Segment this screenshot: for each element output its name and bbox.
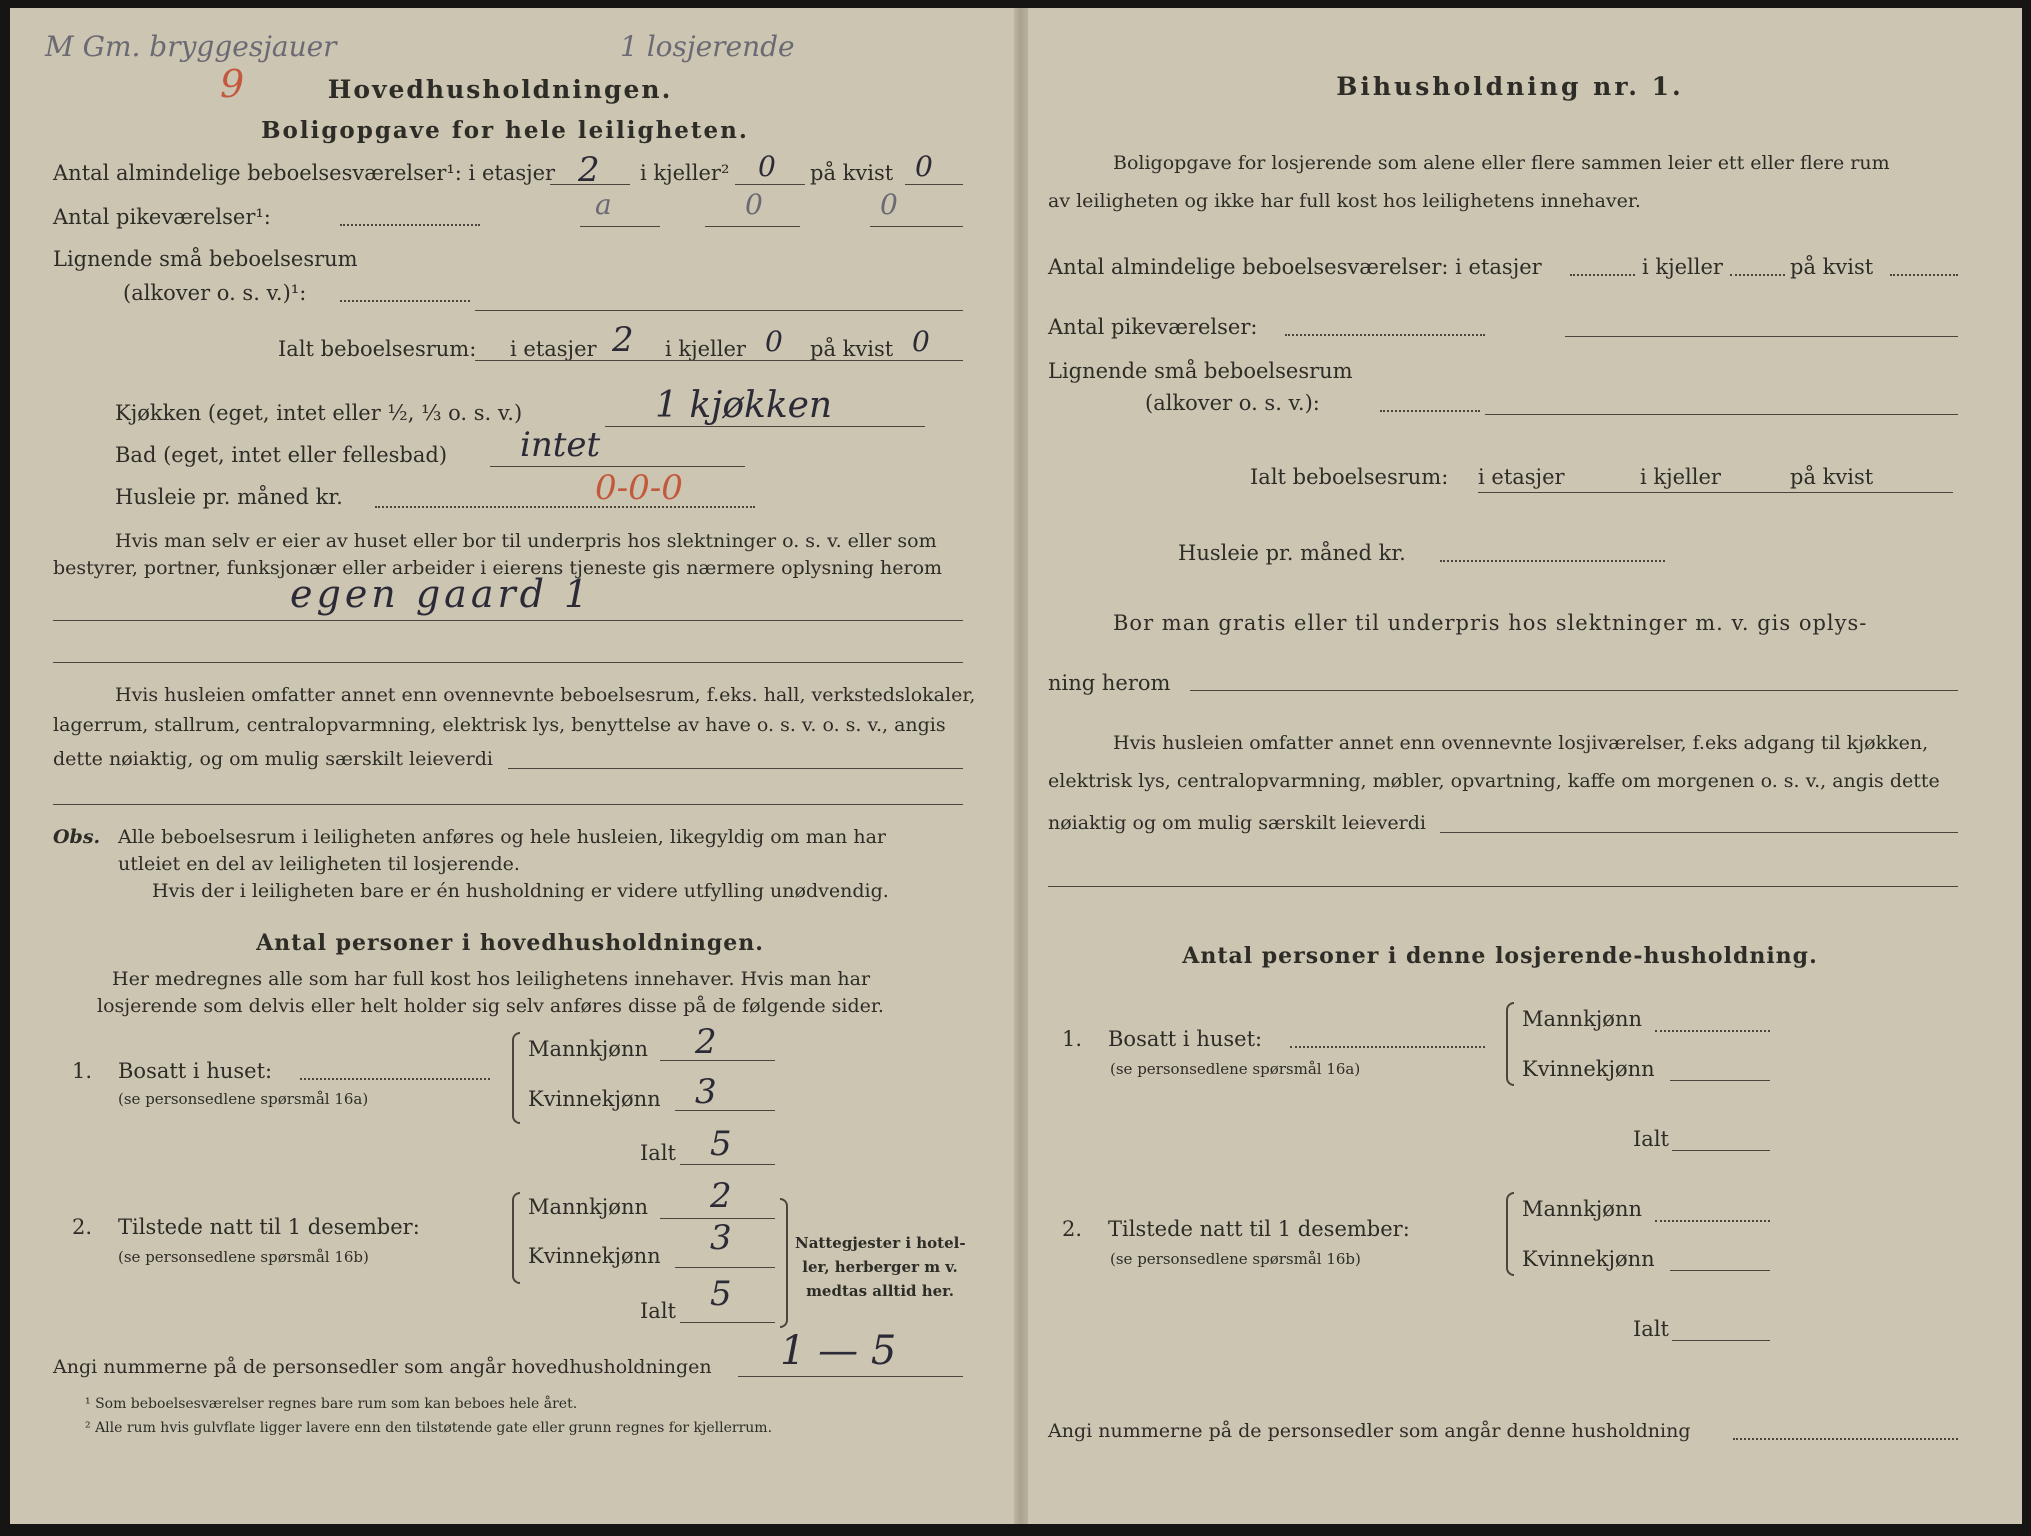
r-q1-ialt-label: Ialt [1633, 1127, 1669, 1151]
r-q2-sub: (se personsedlene spørsmål 16b) [1110, 1250, 1361, 1268]
q2-label: Tilstede natt til 1 desember: [118, 1215, 420, 1239]
r-q1-label: Bosatt i huset: [1108, 1027, 1263, 1051]
obs-text-2: utleiet en del av leiligheten til losjerende. [118, 853, 520, 875]
obs-text-1: Alle beboelsesrum i leiligheten anføres og hele husleien, likegyldig om man har [118, 826, 886, 848]
husleie-field[interactable] [375, 506, 755, 508]
q1-mann-label: Mannkjønn [528, 1037, 649, 1061]
r-pike-label: Antal pikeværelser: [1048, 315, 1258, 339]
right-intro-2: av leiligheten og ikke har full kost hos leilighetens innehaver. [1048, 190, 1641, 212]
eier-text-2: bestyrer, portner, funksjonær eller arbeider i eierens tjeneste gis nærmere oplysning herom [53, 557, 943, 579]
hw-eier: egen gaard 1 [290, 572, 593, 616]
pike-label: Antal pikeværelser¹: [53, 205, 271, 229]
r-q1-ialt-field[interactable] [1672, 1150, 1770, 1151]
r-kjeller-label: i kjeller [1642, 255, 1723, 279]
r-ialt-kvist: på kvist [1790, 465, 1874, 489]
q2-ialt-field[interactable] [680, 1322, 775, 1323]
r-ialt-label: Ialt beboelsesrum: [1250, 465, 1449, 489]
r-omf-text-1: Hvis husleien omfatter annet enn ovennevnte losjiværelser, f.eks adgang til kjøkken, [1113, 732, 1929, 754]
r-kvist-label: på kvist [1790, 255, 1874, 279]
q1-kvinne-field[interactable] [675, 1110, 775, 1111]
eier-field-2[interactable] [53, 662, 963, 663]
r-angi-field[interactable] [1733, 1438, 1958, 1440]
r-q2-kvinne-field[interactable] [1670, 1270, 1770, 1271]
r-alkover-field[interactable] [1485, 414, 1958, 415]
ialt-field[interactable] [475, 360, 963, 361]
omf-text-2: lagerrum, stallrum, centralopvarmning, elektrisk lys, benyttelse av have o. s. v. o. s. v., angis [53, 714, 946, 736]
r-kvist-field[interactable] [1890, 274, 1958, 276]
hw-kjeller: 0 [758, 150, 776, 183]
hw-q2-mann: 2 [710, 1176, 732, 1216]
r-q2-mann-field[interactable] [1655, 1220, 1770, 1222]
hw-ialt-kvist: 0 [912, 325, 930, 358]
r-omf-field-2[interactable] [1048, 886, 1958, 887]
r-pike-field[interactable] [1565, 336, 1958, 337]
dot-leader [1380, 410, 1480, 412]
dot-leader [340, 300, 470, 302]
antal-text-1: Her medregnes alle som har full kost hos leilighetens innehaver. Hvis man har [112, 968, 871, 990]
r-etasjer-field[interactable] [1570, 274, 1635, 276]
natt-note-1: Nattegjester i hotel- [795, 1234, 966, 1252]
r-q1-mann-label: Mannkjønn [1522, 1007, 1643, 1031]
dot-leader [300, 1078, 490, 1080]
r-q2-kvinne-label: Kvinnekjønn [1522, 1247, 1655, 1271]
hw-q2-kvinne: 3 [710, 1218, 732, 1258]
r-omf-text-2: elektrisk lys, centralopvarmning, møbler, opvartning, kaffe om morgenen o. s. v., angis dette [1048, 770, 1940, 792]
q1-sub: (se personsedlene spørsmål 16a) [118, 1090, 369, 1108]
r-q1-kvinne-field[interactable] [1670, 1080, 1770, 1081]
r-omf-text-3: nøiaktig og om mulig særskilt leieverdi [1048, 812, 1426, 834]
r-angi-label: Angi nummerne på de personsedler som angår denne husholdning [1048, 1420, 1691, 1442]
obs-label: Obs. [53, 826, 101, 848]
r-rooms-label: Antal almindelige beboelsesværelser: i etasjer [1048, 255, 1542, 279]
omf-text-1: Hvis husleien omfatter annet enn ovennevnte beboelsesrum, f.eks. hall, verkstedslokaler, [115, 684, 976, 706]
q1-kvinne-label: Kvinnekjønn [528, 1087, 661, 1111]
q2-ialt-label: Ialt [640, 1299, 676, 1323]
alkover-label: (alkover o. s. v.)¹: [123, 281, 307, 305]
hw-losjerende-note: 1 losjerende [620, 30, 795, 63]
alkover-field[interactable] [475, 310, 963, 311]
q1-ialt-label: Ialt [640, 1141, 676, 1165]
ialt-kvist-label: på kvist [810, 337, 894, 361]
eier-text-1: Hvis man selv er eier av huset eller bor til underpris hos slektninger o. s. v. eller som [115, 530, 937, 552]
q2-kvinne-field[interactable] [675, 1267, 775, 1268]
bad-label: Bad (eget, intet eller fellesbad) [115, 443, 448, 467]
r-q1-brace [1506, 1002, 1514, 1086]
kjokken-label: Kjøkken (eget, intet eller ½, ⅓ o. s. v.) [115, 401, 523, 425]
footnote-1: ¹ Som beboelsesværelser regnes bare rum som kan beboes hele året. [85, 1396, 578, 1412]
kjeller-label: i kjeller² [640, 161, 730, 185]
hw-red-number: 9 [220, 62, 245, 106]
natt-note-2: ler, herberger m v. [802, 1258, 958, 1276]
r-q1-mann-field[interactable] [1655, 1030, 1770, 1032]
footnote-2: ² Alle rum hvis gulvflate ligger lavere enn den tilstøtende gate eller grunn regnes for kjellerrum. [85, 1420, 773, 1436]
r-q2-ialt-field[interactable] [1672, 1340, 1770, 1341]
dot-leader [340, 224, 480, 226]
right-intro-1: Boligopgave for losjerende som alene eller flere sammen leier ett eller flere rum [1113, 152, 1890, 174]
dot-leader [1285, 334, 1485, 336]
ialt-etasjer-label: i etasjer [510, 337, 597, 361]
q2-right-brace [780, 1198, 788, 1328]
eier-field-1[interactable] [53, 620, 963, 621]
r-alkover-label: (alkover o. s. v.): [1145, 391, 1320, 415]
q1-brace [512, 1032, 520, 1124]
right-title: Bihusholdning nr. 1. [1336, 72, 1684, 101]
r-lignende-label: Lignende små beboelsesrum [1048, 359, 1353, 383]
r-ialt-field[interactable] [1478, 492, 1953, 493]
q1-mann-field[interactable] [660, 1060, 775, 1061]
hw-ialt-etasjer: 2 [612, 320, 634, 360]
q1-label: Bosatt i huset: [118, 1059, 273, 1083]
hw-pike-b: 0 [745, 188, 763, 221]
obs-text-3: Hvis der i leiligheten bare er én husholdning er videre utfylling unødvendig. [152, 880, 889, 902]
antal-text-2: losjerende som delvis eller helt holder sig selv anføres disse på de følgende sider. [97, 995, 884, 1017]
r-q2-number: 2. [1062, 1217, 1083, 1241]
omf-text-3: dette nøiaktig, og om mulig særskilt leieverdi [53, 748, 493, 770]
bad-field[interactable] [490, 466, 745, 467]
q2-number: 2. [72, 1215, 93, 1239]
hw-pike-a: a [595, 188, 612, 221]
hw-bad: intet [520, 425, 601, 465]
pike-etasjer-field[interactable] [580, 226, 660, 227]
natt-note-3: medtas alltid her. [806, 1282, 954, 1300]
hw-q1-ialt: 5 [710, 1124, 732, 1164]
q1-ialt-field[interactable] [680, 1164, 775, 1165]
kjeller-field[interactable] [735, 184, 805, 185]
r-q2-label: Tilstede natt til 1 desember: [1108, 1217, 1410, 1241]
hw-angi: 1 — 5 [780, 1328, 897, 1374]
hw-etasjer: 2 [578, 150, 600, 190]
r-q1-number: 1. [1062, 1027, 1083, 1051]
angi-label: Angi nummerne på de personsedler som angår hovedhusholdningen [53, 1356, 712, 1378]
kvist-label: på kvist [810, 161, 894, 185]
hw-kjokken: 1 kjøkken [655, 385, 833, 426]
left-subtitle: Boligopgave for hele leiligheten. [261, 117, 749, 144]
lignende-label: Lignende små beboelsesrum [53, 247, 358, 271]
q2-sub: (se personsedlene spørsmål 16b) [118, 1248, 369, 1266]
q2-mann-label: Mannkjønn [528, 1195, 649, 1219]
hw-q2-ialt: 5 [710, 1274, 732, 1314]
r-bor-text-1: Bor man gratis eller til underpris hos slektninger m. v. gis oplys- [1113, 611, 1868, 635]
left-title: Hovedhusholdningen. [327, 75, 673, 104]
hw-kvist: 0 [915, 150, 933, 183]
husleie-label: Husleie pr. måned kr. [115, 485, 343, 509]
r-antal-heading: Antal personer i denne losjerende-husholdning. [1182, 943, 1818, 969]
r-kjeller-field[interactable] [1730, 274, 1785, 276]
r-omf-field-1[interactable] [1440, 832, 1958, 833]
hw-q1-mann: 2 [695, 1022, 717, 1062]
r-q2-ialt-label: Ialt [1633, 1317, 1669, 1341]
q2-brace [512, 1192, 520, 1284]
r-q2-brace [1506, 1192, 1514, 1276]
r-ialt-kjeller: i kjeller [1640, 465, 1721, 489]
pike-kvist-field[interactable] [870, 226, 963, 227]
r-q1-kvinne-label: Kvinnekjønn [1522, 1057, 1655, 1081]
ialt-kjeller-label: i kjeller [665, 337, 746, 361]
r-bor-text-2: ning herom [1048, 671, 1171, 695]
q1-number: 1. [72, 1059, 93, 1083]
r-q1-sub: (se personsedlene spørsmål 16a) [1110, 1060, 1361, 1078]
kjokken-field[interactable] [605, 426, 925, 427]
omf-field-2[interactable] [53, 804, 963, 805]
hw-husleie: 0-0-0 [595, 468, 683, 508]
page-spine [1014, 8, 1028, 1524]
hw-pike-c: 0 [880, 188, 898, 221]
r-ialt-etasjer: i etasjer [1478, 465, 1565, 489]
angi-field[interactable] [738, 1376, 963, 1377]
r-q2-mann-label: Mannkjønn [1522, 1197, 1643, 1221]
dot-leader [1290, 1046, 1485, 1048]
hw-ialt-kjeller: 0 [765, 325, 783, 358]
r-bor-field[interactable] [1190, 690, 1958, 691]
kvist-field[interactable] [905, 184, 963, 185]
antal-heading: Antal personer i hovedhusholdningen. [256, 930, 764, 956]
pike-kjeller-field[interactable] [705, 226, 800, 227]
hw-q1-kvinne: 3 [695, 1072, 717, 1112]
rooms-label: Antal almindelige beboelsesværelser¹: i etasjer [53, 161, 556, 185]
hw-top-note: M Gm. bryggesjauer [45, 30, 337, 63]
q2-kvinne-label: Kvinnekjønn [528, 1244, 661, 1268]
r-husleie-field[interactable] [1440, 560, 1665, 562]
ialt-rooms-label: Ialt beboelsesrum: [278, 337, 477, 361]
omf-field-1[interactable] [508, 768, 963, 769]
r-husleie-label: Husleie pr. måned kr. [1178, 541, 1406, 565]
